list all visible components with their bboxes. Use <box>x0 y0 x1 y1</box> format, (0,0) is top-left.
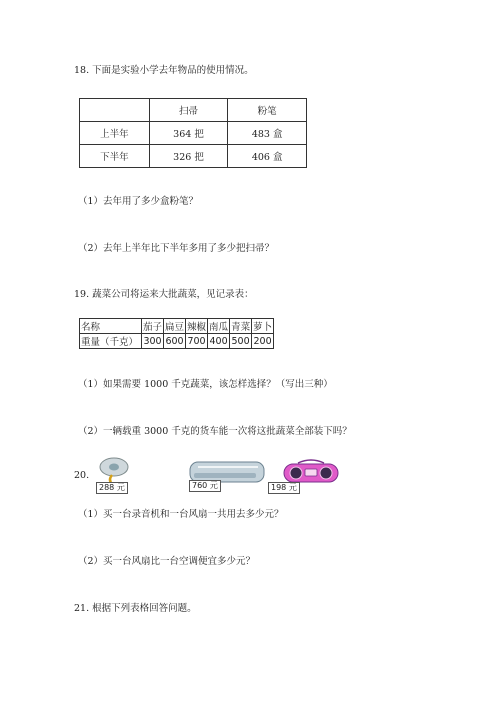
table-header: 扫帚 <box>149 99 228 122</box>
table-cell: 青菜 <box>230 319 252 334</box>
table-cell: 364 把 <box>149 122 228 145</box>
table-cell: 300 <box>143 335 162 347</box>
table-cell: 重量（千克） <box>80 334 142 349</box>
table-row <box>80 319 274 334</box>
table-cell: 406 盒 <box>228 145 307 168</box>
table-cell: 萝卜 <box>252 319 274 334</box>
q18-sub2: （2）去年上半年比下半年多用了多少把扫帚？ <box>78 243 275 254</box>
table-cell: 茄子 <box>142 319 164 334</box>
table-cell <box>80 99 150 122</box>
q19-sub1: （1）如果需要 1000 千克蔬菜，该怎样选择？（写出三种） <box>78 379 333 390</box>
table-cell: 扁豆 <box>164 319 186 334</box>
table-row <box>80 99 307 122</box>
tape-recorder-price-tag: 198 元 <box>268 482 300 494</box>
table-header: 粉笔 <box>228 99 307 122</box>
q18-sub1: （1）去年用了多少盒粉笔？ <box>78 196 199 207</box>
table-cell: 南瓜 <box>208 319 230 334</box>
table-cell: 400 <box>209 335 228 347</box>
table-cell: 326 把 <box>149 145 228 168</box>
table-cell: 600 <box>165 335 184 347</box>
q18-title: 18. 下面是实验小学去年物品的使用情况。 <box>74 65 254 76</box>
table-cell: 700 <box>187 335 206 347</box>
q21-title: 21. 根据下列表格回答问题。 <box>74 603 197 614</box>
air-conditioner-price-tag: 760 元 <box>189 480 221 492</box>
q19-title: 19. 蔬菜公司将运来大批蔬菜，见记录表： <box>74 289 254 300</box>
table-cell: 500 <box>231 335 250 347</box>
table-cell: 名称 <box>80 319 142 334</box>
fan-price-tag: 288 元 <box>96 482 128 494</box>
table-cell: 辣椒 <box>186 319 208 334</box>
q20-sub2: （2）买一台风扇比一台空调便宜多少元？ <box>78 556 256 567</box>
q19-table <box>79 318 274 349</box>
table-cell: 上半年 <box>80 122 150 145</box>
q19-sub2: （2）一辆载重 3000 千克的货车能一次将这批蔬菜全部装下吗？ <box>78 426 352 437</box>
q18-table <box>79 98 307 168</box>
table-cell: 200 <box>253 335 272 347</box>
table-cell: 下半年 <box>80 145 150 168</box>
q20-sub1: （1）买一台录音机和一台风扇一共用去多少元？ <box>78 509 284 520</box>
table-row <box>80 145 307 168</box>
q20-number: 20. <box>74 470 90 481</box>
table-row <box>80 334 274 349</box>
table-cell: 483 盒 <box>228 122 307 145</box>
table-row <box>80 122 307 145</box>
